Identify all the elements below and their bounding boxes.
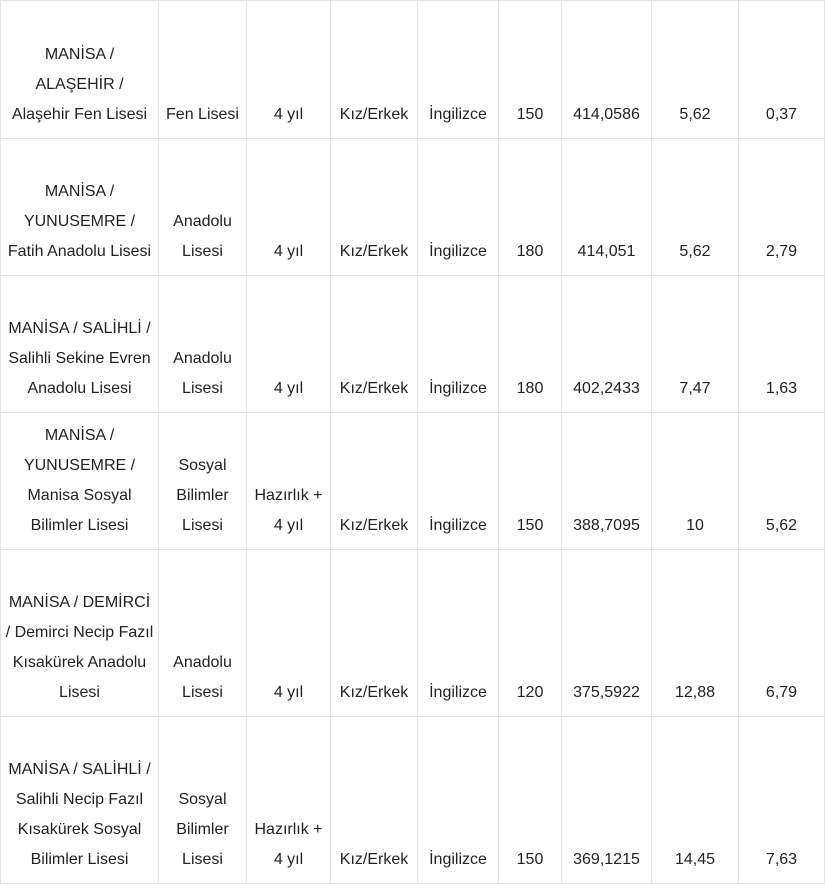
school-name-cell: MANİSA / DEMİRCİ / Demirci Necip Fazıl Kısakürek Anadolu Lisesi bbox=[1, 550, 159, 717]
quota-cell: 120 bbox=[499, 550, 562, 717]
school-name-cell: MANİSA / SALİHLİ / Salihli Necip Fazıl Kısakürek Sosyal Bilimler Lisesi bbox=[1, 717, 159, 884]
gender-cell: Kız/Erkek bbox=[331, 550, 418, 717]
percentile-a-cell: 14,45 bbox=[652, 717, 739, 884]
quota-cell: 150 bbox=[499, 413, 562, 550]
quota-cell: 150 bbox=[499, 717, 562, 884]
table-row bbox=[1, 1, 825, 139]
school-type-cell: Anadolu Lisesi bbox=[159, 550, 247, 717]
gender-cell: Kız/Erkek bbox=[331, 276, 418, 413]
school-name-cell: MANİSA / SALİHLİ / Salihli Sekine Evren Anadolu Lisesi bbox=[1, 276, 159, 413]
table-row bbox=[1, 550, 825, 717]
percentile-a-cell: 5,62 bbox=[652, 139, 739, 276]
table-row bbox=[1, 139, 825, 276]
percentile-b-cell: 0,37 bbox=[739, 1, 825, 139]
gender-cell: Kız/Erkek bbox=[331, 413, 418, 550]
quota-cell: 180 bbox=[499, 276, 562, 413]
quota-cell: 180 bbox=[499, 139, 562, 276]
duration-cell: 4 yıl bbox=[247, 276, 331, 413]
duration-cell: 4 yıl bbox=[247, 550, 331, 717]
quota-cell: 150 bbox=[499, 1, 562, 139]
table-row bbox=[1, 717, 825, 884]
score-cell: 414,0586 bbox=[562, 1, 652, 139]
school-name-cell: MANİSA / YUNUSEMRE / Fatih Anadolu Lisesi bbox=[1, 139, 159, 276]
language-cell: İngilizce bbox=[418, 717, 499, 884]
score-cell: 414,051 bbox=[562, 139, 652, 276]
school-name-cell: MANİSA / YUNUSEMRE / Manisa Sosyal Bilimler Lisesi bbox=[1, 413, 159, 550]
language-cell: İngilizce bbox=[418, 550, 499, 717]
duration-cell: Hazırlık + 4 yıl bbox=[247, 413, 331, 550]
table-row bbox=[1, 276, 825, 413]
percentile-b-cell: 5,62 bbox=[739, 413, 825, 550]
gender-cell: Kız/Erkek bbox=[331, 1, 418, 139]
table-row bbox=[1, 413, 825, 550]
gender-cell: Kız/Erkek bbox=[331, 139, 418, 276]
percentile-a-cell: 12,88 bbox=[652, 550, 739, 717]
duration-cell: 4 yıl bbox=[247, 139, 331, 276]
score-cell: 369,1215 bbox=[562, 717, 652, 884]
percentile-a-cell: 5,62 bbox=[652, 1, 739, 139]
language-cell: İngilizce bbox=[418, 1, 499, 139]
school-type-cell: Anadolu Lisesi bbox=[159, 276, 247, 413]
duration-cell: Hazırlık + 4 yıl bbox=[247, 717, 331, 884]
school-name-cell: MANİSA / ALAŞEHİR / Alaşehir Fen Lisesi bbox=[1, 1, 159, 139]
percentile-b-cell: 1,63 bbox=[739, 276, 825, 413]
percentile-a-cell: 7,47 bbox=[652, 276, 739, 413]
school-type-cell: Anadolu Lisesi bbox=[159, 139, 247, 276]
language-cell: İngilizce bbox=[418, 139, 499, 276]
score-cell: 388,7095 bbox=[562, 413, 652, 550]
percentile-b-cell: 2,79 bbox=[739, 139, 825, 276]
duration-cell: 4 yıl bbox=[247, 1, 331, 139]
school-type-cell: Fen Lisesi bbox=[159, 1, 247, 139]
gender-cell: Kız/Erkek bbox=[331, 717, 418, 884]
language-cell: İngilizce bbox=[418, 276, 499, 413]
percentile-b-cell: 7,63 bbox=[739, 717, 825, 884]
language-cell: İngilizce bbox=[418, 413, 499, 550]
school-type-cell: Sosyal Bilimler Lisesi bbox=[159, 717, 247, 884]
score-cell: 375,5922 bbox=[562, 550, 652, 717]
school-type-cell: Sosyal Bilimler Lisesi bbox=[159, 413, 247, 550]
score-cell: 402,2433 bbox=[562, 276, 652, 413]
percentile-b-cell: 6,79 bbox=[739, 550, 825, 717]
percentile-a-cell: 10 bbox=[652, 413, 739, 550]
